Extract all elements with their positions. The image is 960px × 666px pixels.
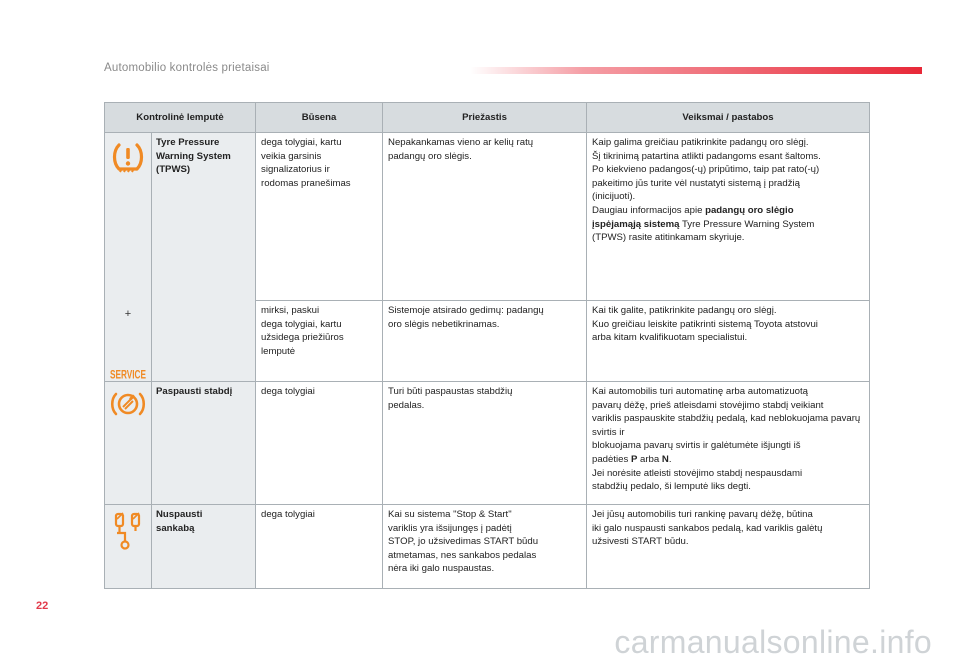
text-line: padangų oro slėgis.	[388, 150, 472, 162]
text-span: arba	[637, 453, 662, 465]
text-line: lemputė	[261, 345, 296, 357]
text-span: .	[668, 453, 672, 465]
text-line: signalizatorius ir	[261, 164, 330, 176]
text-line: iki galo nuspausti sankabos pedalą, kad variklis galėtų	[592, 522, 823, 534]
header-accent-bar	[470, 67, 922, 74]
text-line	[592, 218, 865, 232]
column-header-state: Būsena	[256, 103, 383, 133]
text-line: rodomas pranešimas	[261, 177, 351, 189]
tpws-name-line: (TPWS)	[156, 164, 191, 176]
text-span: Daugiau informacijos apie	[592, 204, 706, 216]
text-line: (TPWS) rasite atitinkamam skyriuje.	[592, 232, 745, 244]
column-header-cause: Priežastis	[383, 103, 587, 133]
text-line: (inicijuoti).	[592, 191, 636, 203]
text-line: stabdžių pedalo, ši lemputė liks degti.	[592, 481, 751, 493]
gear-p-label: P	[630, 453, 638, 465]
text-line: mirksi, paskui	[261, 305, 320, 316]
tpws-cause-1	[383, 133, 587, 301]
text-line: Kuo greičiau leiskite patikrinti sistemą Toyota atstovui	[592, 318, 818, 330]
text-line: STOP, jo užsivedimas START būdu	[388, 536, 539, 548]
text-line: dega tolygiai, kartu	[261, 318, 342, 330]
column-header-action: Veiksmai / pastabos	[587, 103, 870, 133]
brake-cause	[383, 382, 587, 505]
table-row-brake	[105, 382, 870, 505]
text-line: dega tolygiai	[261, 509, 315, 520]
text-line: Kaip galima greičiau patikrinkite padangų oro slėgį.	[592, 137, 809, 148]
tpws-action-2	[587, 301, 870, 382]
gear-n-label: N	[661, 453, 669, 465]
text-line: variklis yra išsijungęs į padėtį	[388, 522, 512, 534]
text-line: oro slėgis nebetikrinamas.	[388, 318, 500, 330]
service-icon-label: SERVICE	[110, 369, 147, 382]
text-line: Turi būti paspaustas stabdžių	[388, 386, 513, 397]
tpws-name-line: Warning System	[156, 150, 231, 162]
bold-term: įspėjamąją sistemą	[592, 218, 680, 230]
text-line: Kai tik galite, patikrinkite padangų oro slėgį.	[592, 305, 777, 316]
text-line: dega tolygiai, kartu	[261, 137, 342, 148]
clutch-icon-cell	[105, 505, 152, 589]
clutch-action	[587, 505, 870, 589]
clutch-name-line: sankabą	[156, 522, 195, 534]
text-line: nėra iki galo nuspaustas.	[388, 563, 495, 575]
text-line: dega tolygiai	[261, 386, 315, 397]
table-row-tpws-on	[105, 133, 870, 301]
text-line: Po kiekvieno padangos(-ų) pripūtimo, taip pat rato(-ų)	[592, 164, 820, 176]
warning-lights-table	[104, 102, 870, 589]
bold-term: padangų oro slėgio	[705, 204, 794, 216]
table-row-clutch	[105, 505, 870, 589]
table-header-row	[105, 103, 870, 133]
text-line: Nepakankamas vieno ar kelių ratų	[388, 137, 534, 148]
text-line: blokuojama pavarų svirtis ir galėtumėte išjungti iš	[592, 440, 801, 452]
text-line: Kai automobilis turi automatinę arba automatizuotą	[592, 386, 808, 397]
tpws-icon-cell	[105, 133, 152, 382]
clutch-state	[256, 505, 383, 589]
brake-pedal-icon	[110, 391, 146, 417]
brake-state	[256, 382, 383, 505]
tpws-state-1	[256, 133, 383, 301]
text-line: Jei norėsite atleisti stovėjimo stabdį nespausdami	[592, 467, 803, 479]
column-header-light: Kontrolinė lemputė	[105, 103, 256, 133]
text-line	[592, 453, 865, 467]
text-line: variklis paspauskite stabdžių pedalą, kad neblokuojama pavarų svirtis ir	[592, 413, 861, 438]
text-line: arba kitam kvalifikuotam specialistui.	[592, 332, 748, 344]
clutch-name-line: Nuspausti	[156, 509, 203, 520]
text-line: pedalas.	[388, 399, 425, 411]
clutch-cause	[383, 505, 587, 589]
watermark-text: carmanualsonline.info	[614, 624, 932, 660]
service-icon	[109, 367, 147, 381]
tpws-name-cell	[152, 133, 256, 382]
text-line	[592, 204, 865, 218]
tpws-cause-2	[383, 301, 587, 382]
text-line: Kai su sistema "Stop & Start"	[388, 509, 512, 520]
brake-name: Paspausti stabdį	[156, 386, 233, 397]
text-line: Šį tikrinimą patartina atlikti padangoms esant šaltoms.	[592, 150, 821, 162]
clutch-pedal-icon	[113, 511, 143, 551]
tpws-action-1	[587, 133, 870, 301]
clutch-name-cell	[152, 505, 256, 589]
page-number: 22	[36, 600, 49, 612]
text-line: pakeitimo jūs turite vėl nustatyti sistemą į pradžią	[592, 177, 800, 189]
brake-name-cell	[152, 382, 256, 505]
tire-pressure-warning-icon	[111, 141, 145, 175]
text-line: užsidega priežiūros	[261, 332, 344, 344]
brake-action	[587, 382, 870, 505]
text-line: atmetamas, nes sankabos pedalas	[388, 549, 537, 561]
text-line: veikia garsinis	[261, 150, 322, 162]
text-line: Sistemoje atsirado gedimų: padangų	[388, 305, 544, 316]
text-line: pavarų dėžę, prieš atleisdami stovėjimo stabdį veikiant	[592, 399, 824, 411]
tpws-state-2	[256, 301, 383, 382]
text-span: Tyre Pressure Warning System	[679, 218, 815, 230]
plus-sign: +	[124, 308, 132, 320]
text-line: Jei jūsų automobilis turi rankinę pavarų dėžę, būtina	[592, 509, 813, 520]
tpws-name-line: Tyre Pressure	[156, 137, 220, 148]
text-span: padėties	[592, 453, 631, 465]
page-header-title: Automobilio kontrolės prietaisai	[104, 62, 270, 74]
text-line: užsivesti START būdu.	[592, 536, 689, 548]
brake-icon-cell	[105, 382, 152, 505]
